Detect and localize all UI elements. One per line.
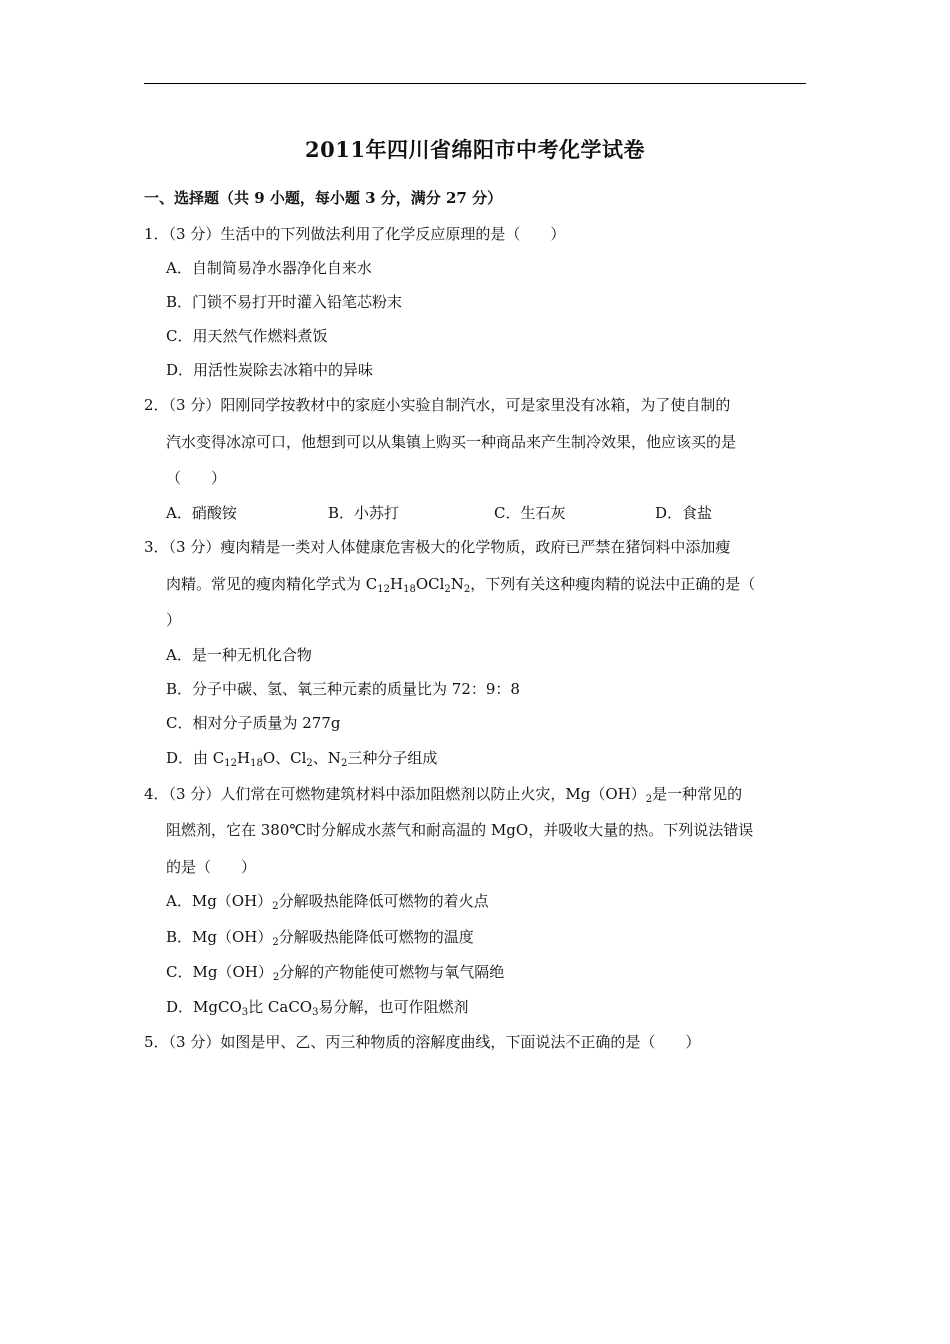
stem-text: 是一种常见的 <box>652 785 743 803</box>
question-4-stem-line-3: 的是（ ） <box>166 858 257 876</box>
formula-text: N <box>450 575 464 593</box>
question-2-option-c: C．生石灰 <box>494 504 566 522</box>
question-2-stem-line-1: 2．（3 分）阳刚同学按教材中的家庭小实验自制汽水，可是家里没有冰箱，为了使自制的 <box>144 396 731 414</box>
question-3-option-d <box>166 748 437 768</box>
question-3-stem-line-1: 3．（3 分）瘦肉精是一类对人体健康危害极大的化学物质，政府已严禁在猪饲料中添加瘦 <box>144 538 731 556</box>
formula-text: H <box>389 575 404 593</box>
question-2-stem-line-3: （ ） <box>166 469 227 487</box>
question-1-option-c: C．用天然气作燃料煮饭 <box>166 327 328 345</box>
option-text: 易分解，也可作阻燃剂 <box>318 998 469 1016</box>
question-4-option-d <box>166 997 469 1017</box>
question-1-stem: 1．（3 分）生活中的下列做法利用了化学反应原理的是（ ） <box>144 225 566 243</box>
question-2-option-d: D．食盐 <box>655 504 713 522</box>
page-title: 2011年四川省绵阳市中考化学试卷 <box>305 137 645 162</box>
question-4-option-b <box>166 927 474 947</box>
question-3-option-c: C．相对分子质量为 277g <box>166 714 341 732</box>
subscript: 3 <box>241 1007 249 1018</box>
question-2-option-b: B．小苏打 <box>328 504 400 522</box>
option-text: B．Mg（OH） <box>166 928 273 946</box>
header-rule <box>144 83 806 84</box>
subscript: 2 <box>340 758 348 769</box>
option-text: 分解吸热能降低可燃物的温度 <box>278 928 474 946</box>
subscript: 2 <box>645 794 653 805</box>
question-2-stem-line-2: 汽水变得冰凉可口，他想到可以从集镇上购买一种商品来产生制冷效果，他应该买的是 <box>166 433 737 451</box>
formula-text: 、N <box>312 749 341 767</box>
question-3-option-a: A．是一种无机化合物 <box>166 646 312 664</box>
subscript: 2 <box>272 972 280 983</box>
question-1-option-d: D．用活性炭除去冰箱中的异味 <box>166 361 374 379</box>
subscript: 12 <box>224 758 238 769</box>
stem-text: ，下列有关这种瘦肉精的说法中正确的是（ <box>470 575 756 593</box>
question-3-stem-line-2 <box>166 574 755 594</box>
subscript: 18 <box>250 758 263 769</box>
question-1-option-b: B．门锁不易打开时灌入铅笔芯粉末 <box>166 293 403 311</box>
question-4-stem-line-1 <box>144 784 742 804</box>
section-heading: 一、选择题（共 9 小题，每小题 3 分，满分 27 分） <box>144 189 503 207</box>
subscript: 3 <box>312 1007 319 1018</box>
option-text: 分解吸热能降低可燃物的着火点 <box>278 892 489 910</box>
question-4-stem-line-2: 阻燃剂，它在 380℃时分解成水蒸气和耐高温的 MgO，并吸收大量的热。下列说法错误 <box>166 821 754 839</box>
question-3-option-b: B．分子中碳、氢、氧三种元素的质量比为 72：9：8 <box>166 680 520 698</box>
formula-text: O、Cl <box>262 749 307 767</box>
formula-text: 肉精。常见的瘦肉精化学式为 C <box>166 575 378 593</box>
option-text: 三种分子组成 <box>347 749 438 767</box>
option-text: 分解的产物能使可燃物与氧气隔绝 <box>279 963 505 981</box>
option-text: D．MgCO <box>166 998 242 1016</box>
option-text: A．Mg（OH） <box>166 892 273 910</box>
question-2-option-a: A．硝酸铵 <box>166 504 237 522</box>
formula-text: OCl <box>415 575 445 593</box>
formula-text: H <box>237 749 251 767</box>
option-text: D．由 C <box>166 749 225 767</box>
option-text: 比 CaCO <box>248 998 313 1016</box>
option-text: C．Mg（OH） <box>166 963 273 981</box>
subscript: 12 <box>377 584 390 595</box>
question-5-stem: 5．（3 分）如图是甲、乙、丙三种物质的溶解度曲线，下面说法不正确的是（ ） <box>144 1033 701 1051</box>
subscript: 2 <box>444 584 451 595</box>
subscript: 18 <box>403 584 416 595</box>
subscript: 2 <box>272 901 279 912</box>
subscript: 2 <box>272 937 279 948</box>
question-1-option-a: A．自制简易净水器净化自来水 <box>166 259 372 277</box>
subscript: 2 <box>306 758 313 769</box>
stem-text: 4．（3 分）人们常在可燃物建筑材料中添加阻燃剂以防止火灾，Mg（OH） <box>144 785 646 803</box>
question-4-option-c <box>166 962 504 982</box>
question-4-option-a <box>166 891 489 911</box>
subscript: 2 <box>463 584 471 595</box>
question-3-stem-line-3: ） <box>166 611 182 629</box>
